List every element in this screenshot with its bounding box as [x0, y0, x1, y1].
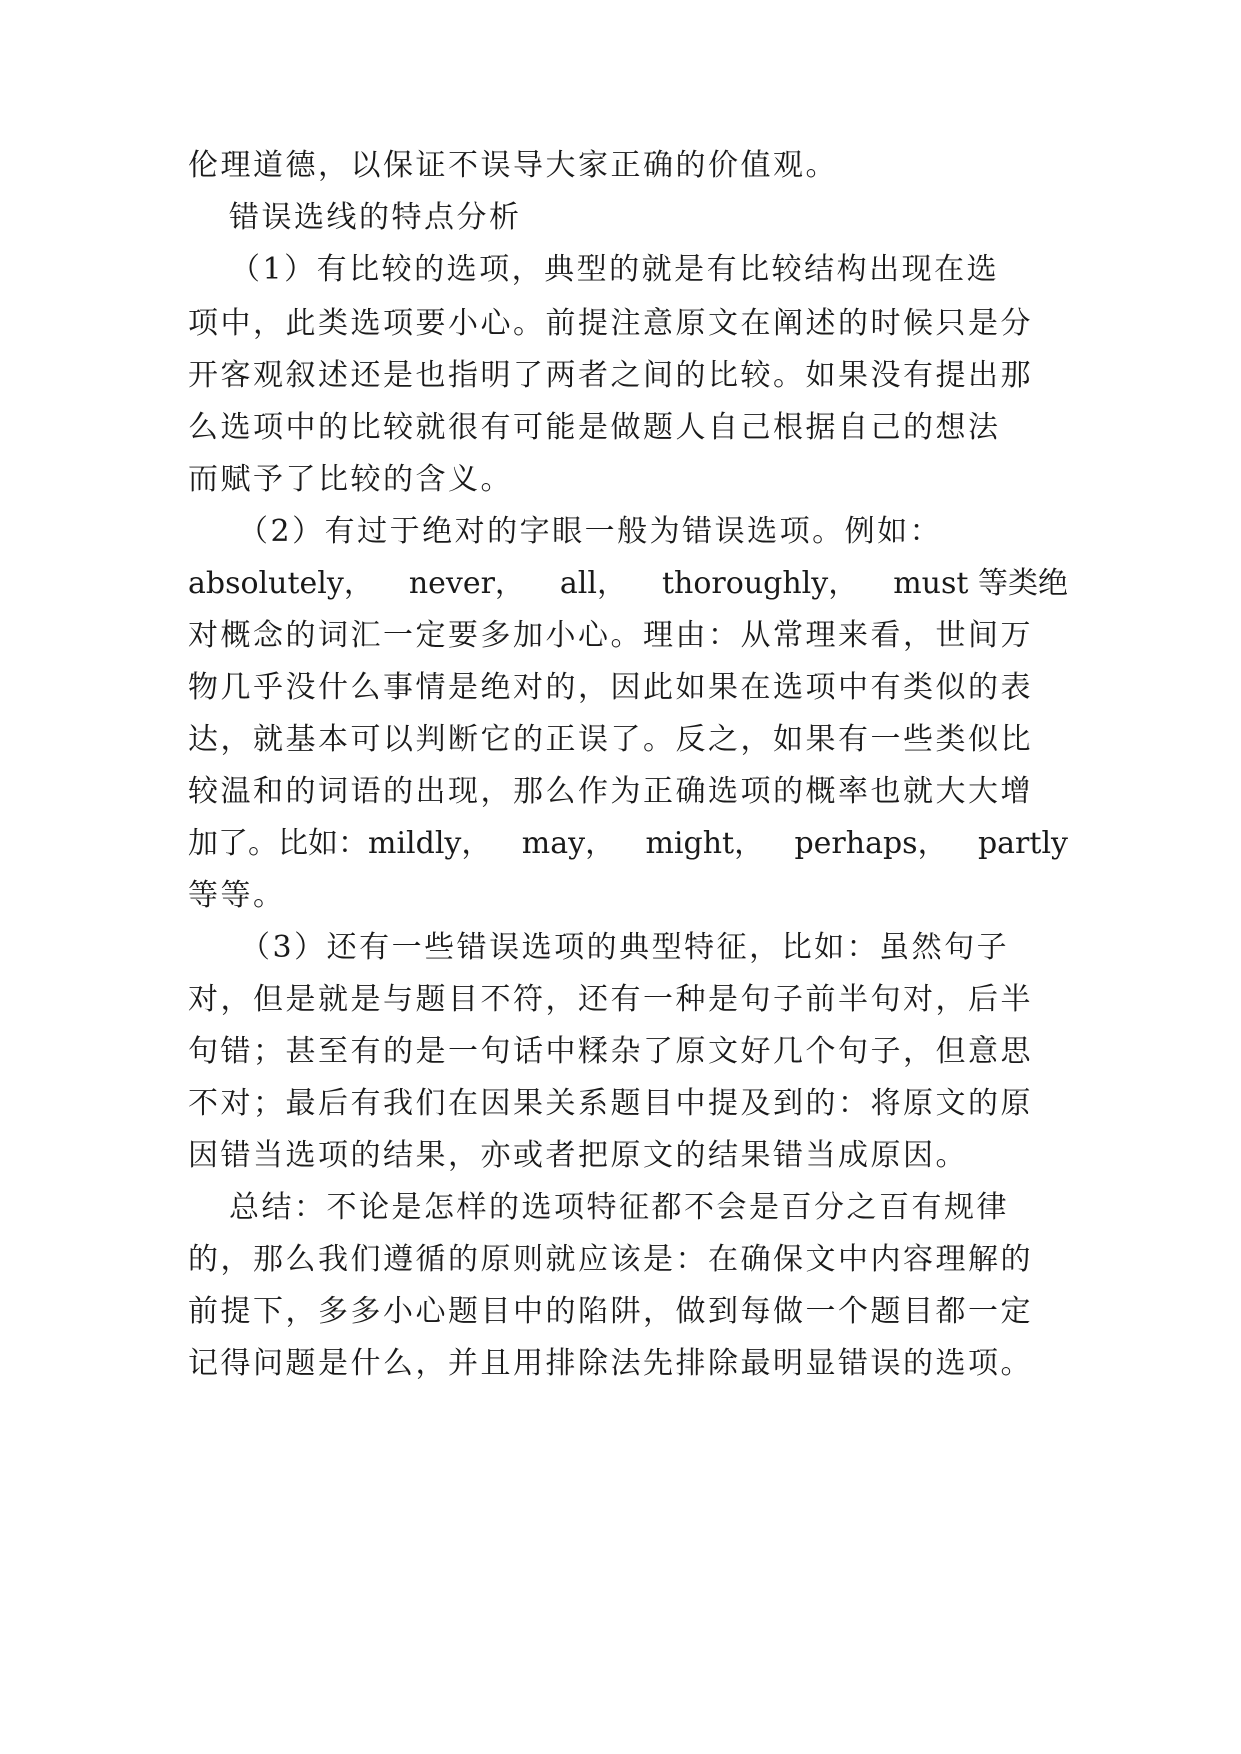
- paragraph-line: 么选项中的比较就很有可能是做题人自己根据自己的想法: [188, 410, 1001, 445]
- paragraph-line: 记得问题是什么，并且用排除法先排除最明显错误的选项。: [188, 1346, 1033, 1381]
- paragraph-line: 的，那么我们遵循的原则就应该是：在确保文中内容理解的: [188, 1242, 1033, 1277]
- paragraph-line: 达，就基本可以判断它的正误了。反之，如果有一些类似比: [188, 722, 1033, 757]
- paragraph-line: 总结：不论是怎样的选项特征都不会是百分之百有规律: [229, 1190, 1009, 1225]
- text-segment: may，: [521, 826, 616, 861]
- text-segment: might，: [645, 826, 765, 861]
- text-segment: partly: [977, 826, 1068, 861]
- text-segment: perhaps，: [794, 826, 948, 861]
- text-segment: never，: [408, 566, 525, 601]
- text-segment: absolutely，: [188, 566, 374, 601]
- paragraph-line: 较温和的词语的出现，那么作为正确选项的概率也就大大增: [188, 774, 1033, 809]
- paragraph-line: 伦理道德，以保证不误导大家正确的价值观。: [188, 148, 838, 183]
- paragraph-line: （3）还有一些错误选项的典型特征，比如：虽然句子: [240, 930, 1010, 965]
- paragraph-line-justified: [188, 824, 1068, 864]
- text-segment: thoroughly，: [661, 566, 859, 601]
- paragraph-line-justified: [188, 564, 1068, 604]
- paragraph-line: 对概念的词汇一定要多加小心。理由：从常理来看，世间万: [188, 618, 1033, 653]
- section-heading: 错误选线的特点分析: [229, 200, 522, 235]
- paragraph-line: 开客观叙述还是也指明了两者之间的比较。如果没有提出那: [188, 358, 1033, 393]
- paragraph-line: （1）有比较的选项，典型的就是有比较结构出现在选: [230, 252, 1000, 287]
- paragraph-line: 句错；甚至有的是一句话中糅杂了原文好几个句子，但意思: [188, 1034, 1033, 1069]
- paragraph-line: 因错当选项的结果，亦或者把原文的结果错当成原因。: [188, 1138, 968, 1173]
- paragraph-line: 项中，此类选项要小心。前提注意原文在阐述的时候只是分: [188, 306, 1033, 341]
- paragraph-line: 对，但是就是与题目不符，还有一种是句子前半句对，后半: [188, 982, 1033, 1017]
- text-segment: all，: [559, 566, 627, 601]
- paragraph-line: 不对；最后有我们在因果关系题目中提及到的：将原文的原: [188, 1086, 1033, 1121]
- paragraph-line: 物几乎没什么事情是绝对的，因此如果在选项中有类似的表: [188, 670, 1033, 705]
- paragraph-line: （2）有过于绝对的字眼一般为错误选项。例如：: [238, 514, 943, 549]
- text-segment: must 等类绝: [893, 566, 1068, 601]
- paragraph-line: 等等。: [188, 878, 286, 913]
- paragraph-line: 而赋予了比较的含义。: [188, 462, 513, 497]
- paragraph-line: 前提下，多多小心题目中的陷阱，做到每做一个题目都一定: [188, 1294, 1033, 1329]
- text-segment: 加了。比如：mildly，: [188, 826, 492, 861]
